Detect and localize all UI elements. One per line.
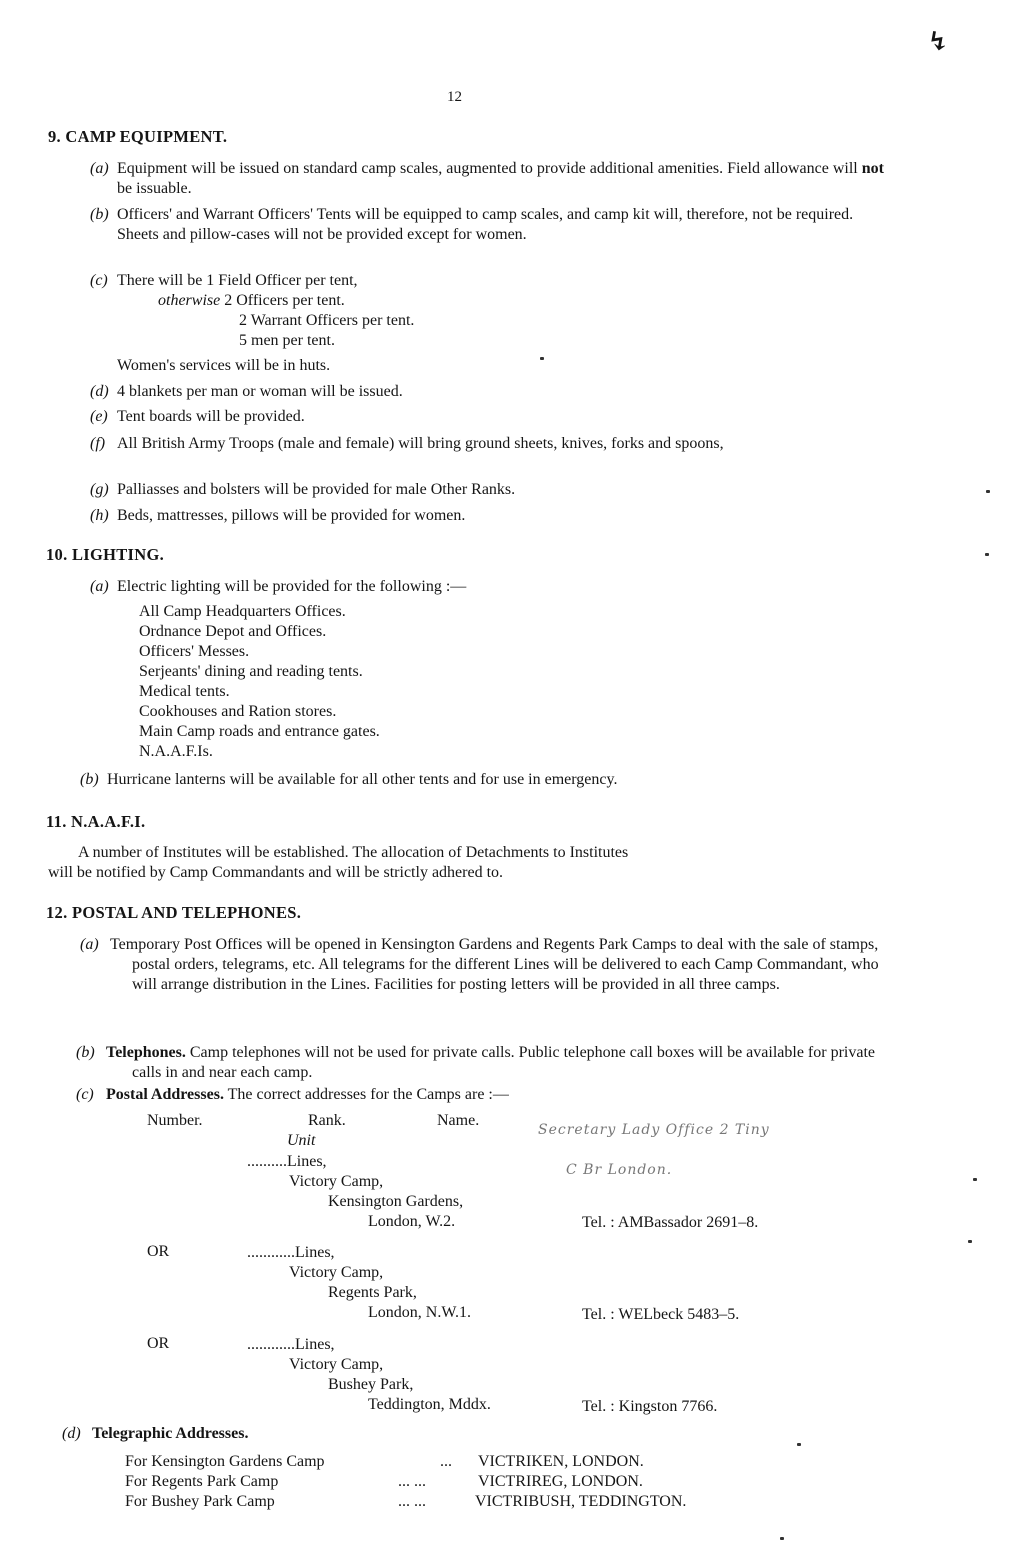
- section-12-item-b: (b) Telephones. Camp telephones will not be used for private calls. Public telephone call boxes will be available for private calls in and near each camp.: [76, 1044, 875, 1081]
- section-11-heading: 11. N.A.A.F.I.: [46, 812, 146, 831]
- address-3-city: Teddington, Mddx.: [368, 1396, 491, 1413]
- telegraphic-address: VICTRIKEN, LONDON.: [478, 1453, 644, 1470]
- item-label: (a): [90, 160, 109, 177]
- telegraphic-dots: ... ...: [398, 1473, 426, 1490]
- lighting-item: Cookhouses and Ration stores.: [139, 703, 337, 720]
- telegraphic-address: VICTRIBUSH, TEDDINGTON.: [475, 1493, 687, 1510]
- section-9-item-d: (d) 4 blankets per man or woman will be issued.: [90, 383, 403, 400]
- address-2-park: Regents Park,: [328, 1284, 417, 1301]
- address-3-park: Bushey Park,: [328, 1376, 414, 1393]
- section-12-item-d: (d) Telegraphic Addresses.: [62, 1425, 249, 1442]
- item-label: (c): [90, 272, 108, 289]
- section-10-item-b: (b) Hurricane lanterns will be available for all other tents and for use in emergency.: [80, 771, 618, 788]
- address-1-telephone: Tel. : AMBassador 2691–8.: [582, 1214, 759, 1231]
- lighting-item: Main Camp roads and entrance gates.: [139, 723, 380, 740]
- address-1-park: Kensington Gardens,: [328, 1193, 464, 1210]
- lighting-item: N.A.A.F.Is.: [139, 743, 213, 760]
- corner-mark: ↯: [926, 27, 949, 56]
- section-11-text-line1: A number of Institutes will be established. The allocation of Detachments to Institutes: [78, 844, 629, 861]
- address-1-camp: Victory Camp,: [289, 1173, 384, 1190]
- scan-speck: [986, 490, 990, 493]
- address-2-telephone: Tel. : WELbeck 5483–5.: [582, 1306, 740, 1323]
- or-separator: OR: [147, 1335, 170, 1352]
- section-9-item-c-line4: 5 men per tent.: [239, 332, 335, 349]
- section-12-item-c: (c) Postal Addresses. The correct addresses for the Camps are :—: [76, 1086, 509, 1103]
- item-label: (b): [90, 206, 109, 223]
- column-rank: Rank.: [308, 1112, 346, 1129]
- address-3-camp: Victory Camp,: [289, 1356, 384, 1373]
- address-1-city: London, W.2.: [368, 1213, 456, 1230]
- section-12-item-a: (a) Temporary Post Offices will be opened in Kensington Gardens and Regents Park Camps to deal with the sale of stamps, postal orders, telegrams, etc. All telegrams for the different Lines will be delivered to each Camp Commandant, who will arrange distribution in the Lines. Facilities for posting letters will be provided in all three camps.: [80, 936, 879, 993]
- scan-speck: [540, 357, 544, 360]
- column-number: Number.: [147, 1112, 203, 1129]
- address-2-city: London, N.W.1.: [368, 1304, 471, 1321]
- section-9-item-a: (a) Equipment will be issued on standard camp scales, augmented to provide additional amenities. Field allowance will not be issuable.: [90, 160, 884, 197]
- column-unit: Unit: [287, 1132, 316, 1149]
- scan-speck: [973, 1178, 977, 1181]
- section-10-item-a: (a) Electric lighting will be provided for the following :—: [90, 578, 467, 595]
- lighting-item: Officers' Messes.: [139, 643, 250, 660]
- telegraphic-dots: ... ...: [398, 1493, 426, 1510]
- telegraphic-camp: For Regents Park Camp: [125, 1473, 279, 1490]
- column-name: Name.: [437, 1112, 480, 1129]
- address-2-lines: ............Lines,: [247, 1244, 335, 1261]
- section-9-item-c-line3: 2 Warrant Officers per tent.: [239, 312, 415, 329]
- handwritten-note-line1: Secretary Lady Office 2 Tiny: [538, 1122, 770, 1138]
- telegraphic-camp: For Kensington Gardens Camp: [125, 1453, 325, 1470]
- address-2-camp: Victory Camp,: [289, 1264, 384, 1281]
- section-9-item-c-line2: otherwise 2 Officers per tent.: [158, 292, 345, 309]
- address-3-lines: ............Lines,: [247, 1336, 335, 1353]
- address-1-lines: ..........Lines,: [247, 1153, 327, 1170]
- page-number: 12: [447, 89, 462, 105]
- handwritten-note-line2: C Br London.: [566, 1162, 673, 1178]
- address-3-telephone: Tel. : Kingston 7766.: [582, 1398, 718, 1415]
- section-10-heading: 10. LIGHTING.: [46, 545, 165, 564]
- section-9-women-note: Women's services will be in huts.: [117, 357, 331, 374]
- scan-speck: [968, 1240, 972, 1243]
- scan-speck: [780, 1537, 784, 1540]
- lighting-item: Medical tents.: [139, 683, 230, 700]
- lighting-item: Ordnance Depot and Offices.: [139, 623, 327, 640]
- section-12-heading: 12. POSTAL AND TELEPHONES.: [46, 903, 302, 922]
- section-9-item-b: (b) Officers' and Warrant Officers' Tents will be equipped to camp scales, and camp kit will, therefore, not be required. Sheets and pillow-cases will not be provided except for women.: [90, 206, 854, 243]
- section-9-item-c-line1: (c) There will be 1 Field Officer per tent,: [90, 272, 358, 289]
- section-9-item-e: (e) Tent boards will be provided.: [90, 408, 305, 425]
- section-9-heading: 9. CAMP EQUIPMENT.: [48, 127, 228, 146]
- scan-speck: [985, 553, 989, 556]
- section-9-item-h: (h) Beds, mattresses, pillows will be provided for women.: [90, 507, 466, 524]
- telegraphic-camp: For Bushey Park Camp: [125, 1493, 275, 1510]
- scan-speck: [797, 1443, 801, 1446]
- section-9-item-f: (f) All British Army Troops (male and female) will bring ground sheets, knives, forks and spoons,: [90, 435, 724, 452]
- or-separator: OR: [147, 1243, 170, 1260]
- lighting-item: Serjeants' dining and reading tents.: [139, 663, 363, 680]
- telegraphic-dots: ...: [440, 1453, 452, 1470]
- section-9-item-g: (g) Palliasses and bolsters will be provided for male Other Ranks.: [90, 481, 516, 498]
- telegraphic-address: VICTRIREG, LONDON.: [478, 1473, 643, 1490]
- lighting-item: All Camp Headquarters Offices.: [139, 603, 346, 620]
- section-11-text-line2: will be notified by Camp Commandants and will be strictly adhered to.: [48, 864, 504, 881]
